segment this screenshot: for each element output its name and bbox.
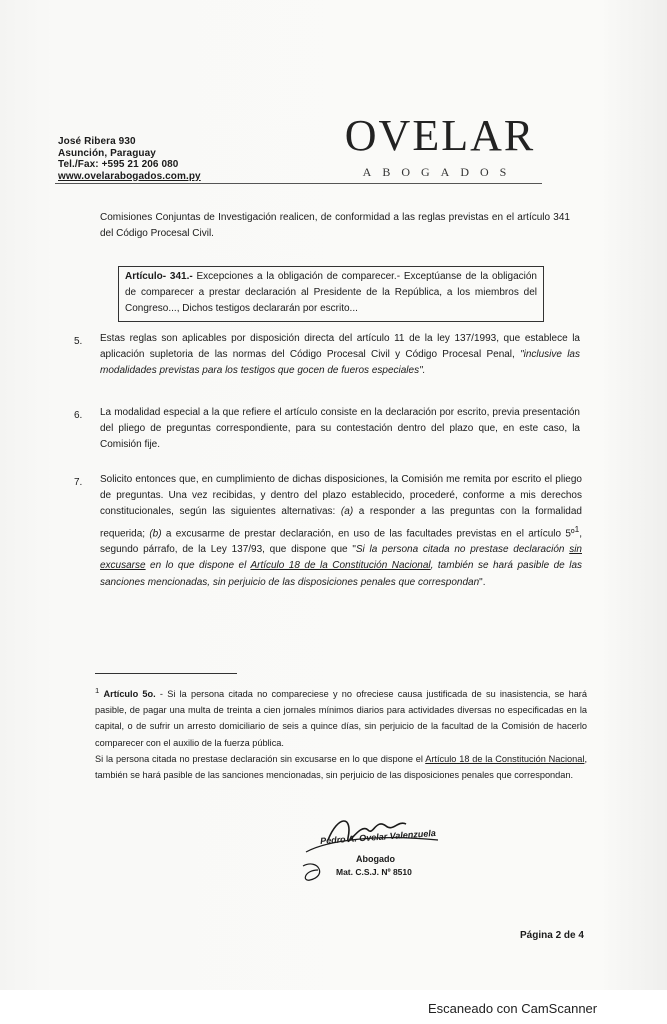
footnote-text-2: Si la persona citada no prestase declaración sin excusarse en lo que dispone el (95, 753, 426, 764)
item-7-text-d: , segundo párrafo, de la Ley 137/93, que dispone que " (100, 527, 582, 556)
quote-heading: Artículo- 341.- (125, 271, 193, 282)
footnote (95, 683, 587, 783)
item-5-text: Estas reglas son aplicables por disposición directa del artículo 11 de la ley 137/1993, que establece la aplicación supletoria de las normas del Código Procesal Civil y Código Procesal Penal, (100, 333, 580, 361)
item-7-text-a: Solicito entonces que, en cumplimiento de dichas disposiciones, la Comisión me remita por escrito el pliego de preguntas. Una vez recibidas, y dentro del plazo establecido, procederé, conforme a mis derechos constitucionales, según las siguientes alternativas: (100, 474, 582, 518)
footnote-underline: Artículo 18 de la Constitución Nacional (425, 753, 585, 764)
header-divider (55, 183, 542, 184)
item-7-text-c: a excusarme de prestar declaración, en uso de las facultades previstas en el artículo 5º (161, 527, 575, 539)
item-5-number: 5. (74, 336, 83, 347)
item-5-paragraph (100, 331, 580, 380)
firm-address (58, 136, 201, 182)
address-phone: Tel./Fax: +595 21 206 080 (58, 159, 179, 171)
item-7-text-b: a responder a las preguntas con la formalidad requerida; (100, 506, 582, 539)
quote-underline-1: sin excusarse (100, 544, 582, 572)
footnote-sup: 1 (95, 686, 100, 695)
signature-stamp (298, 810, 458, 890)
footnote-divider (95, 673, 237, 674)
footnote-ref[interactable]: 1 (574, 523, 580, 534)
quote-part-3: , también se hará pasible de las sanciones mencionadas, sin perjuicio de las disposiciones penales que correspondan (100, 560, 582, 588)
footnote-para-1 (95, 683, 587, 751)
item-6-number: 6. (74, 410, 83, 421)
item-5-italic: "inclusive las modalidades previstas para los testigos que gocen de fueros especiales". (100, 349, 580, 377)
item-7-number: 7. (74, 477, 83, 488)
quote-part-2: en lo que dispone el (145, 560, 251, 572)
signer-title: Abogado (356, 854, 395, 864)
item-7-end: ". (479, 576, 486, 588)
footnote-text-1: - Si la persona citada no compareciese y no ofreciese causa justificada de su inasistencia, se hará pasible, de pagar una multa de treinta a cien jornales mínimos diarios para actividades diversas no especificadas en la capital, o de sufrir un arresto domiciliario de seis a quince días, sin perjuicio de la facultad de la Comisión de hacerlo comparecer con el auxilio de la fuerza pública. (95, 689, 587, 748)
website-link[interactable]: www.ovelarabogados.com.py (58, 170, 201, 182)
logo-sub: ABOGADOS (362, 165, 518, 179)
signer-name: Pedro A. Ovelar Valenzuela (319, 827, 437, 847)
address-city: Asunción, Paraguay (58, 147, 156, 159)
item-6-paragraph: La modalidad especial a la que refiere el artículo consiste en la declaración por escrito, previa presentación del pliego de preguntas correspondiente, para su contestación dentro del plazo que, en este caso, la Comisión fije. (100, 407, 580, 451)
camscanner-label: Escaneado con CamScanner (428, 1001, 598, 1016)
quote-underline-2: Artículo 18 de la Constitución Nacional (250, 560, 431, 572)
article-341-quote (118, 266, 544, 322)
quote-part-1: Si la persona citada no prestase declaración (355, 544, 570, 556)
option-b: (b) (149, 527, 162, 539)
signature-scribble-icon (298, 810, 458, 890)
option-a: (a) (340, 506, 354, 518)
footnote-para-2 (95, 751, 587, 783)
quote-body: Excepciones a la obligación de comparecer.- Exceptúanse de la obligación de comparecer a prestar declaración al Presidente de la República, a los miembros del Congreso..., Dichos testigos declararán por escrito... (125, 271, 537, 315)
intro-paragraph: Comisiones Conjuntas de Investigación realicen, de conformidad a las reglas previstas en el artículo 341 del Código Procesal Civil. (100, 212, 570, 240)
signer-registration: Mat. C.S.J. Nº 8510 (336, 867, 412, 877)
footnote-heading: Artículo 5o. (103, 689, 156, 700)
logo-brand: OVELAR (344, 111, 536, 160)
address-street: José Ribera 930 (58, 136, 136, 147)
item-7-paragraph (100, 472, 582, 591)
footnote-text-3: , también se hará pasible de las sanciones mencionadas, sin perjuicio de las disposiciones penales que correspondan. (95, 753, 587, 781)
firm-logo (340, 113, 540, 180)
page-number: Página 2 de 4 (520, 930, 584, 941)
